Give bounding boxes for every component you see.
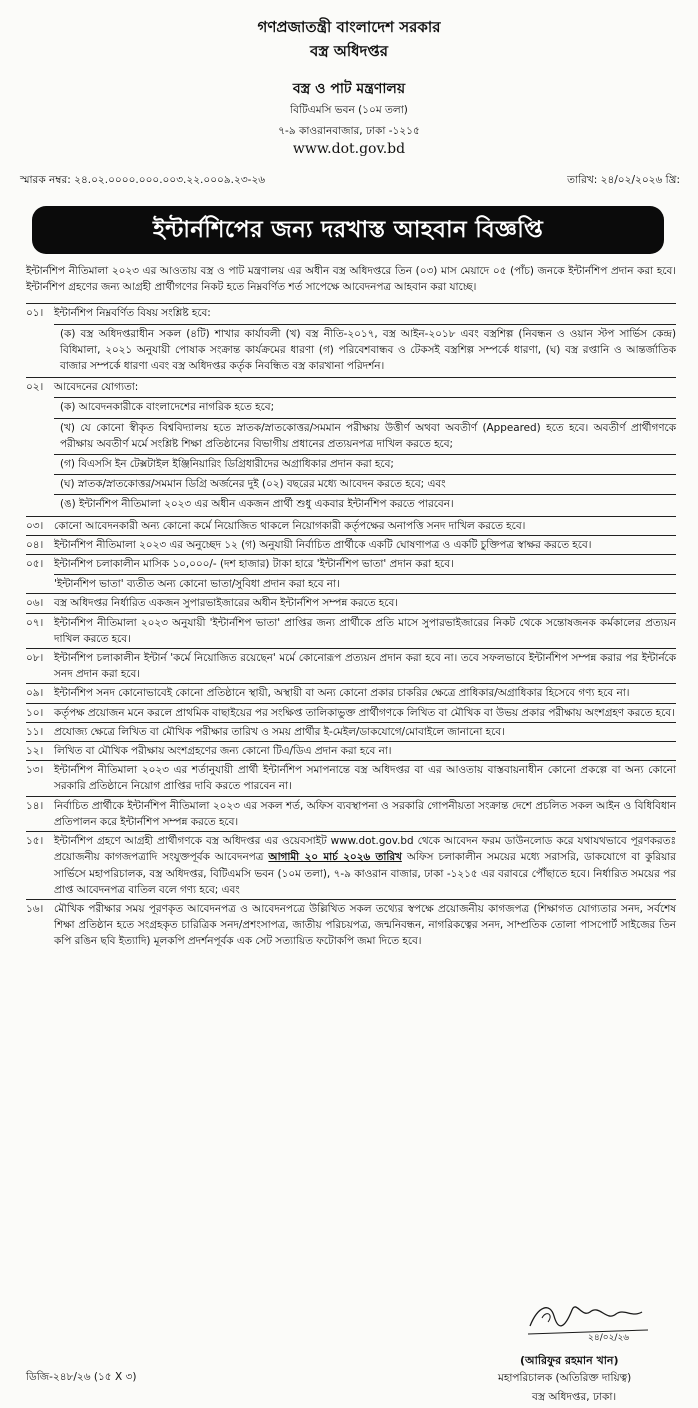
clause-sub-item: (ক) আবেদনকারীকে বাংলাদেশের নাগরিক হতে হবে; bbox=[54, 397, 676, 415]
signature-date: ২৪/০২/২৬ bbox=[588, 1333, 630, 1343]
clause-text: মৌখিক পরীক্ষার সময় পূরণকৃত আবেদনপত্র ও আবেদনপত্রে উল্লিখিত সকল তথ্যের স্বপক্ষে প্রয়োজনীয় কাগজপত্র (শিক্ষাগত যোগ্যতার সনদ, সর্বশেষ শিক্ষা প্রতিষ্ঠান হতে সংগ্রহকৃত চারিত্রিক সনদ/প্রশংসাপত্র, জাতীয় পরিচয়পত্র, জন্মনিবন্ধন, নাগরিকত্বের সনদ, সাম্প্রতিক তোলা পাসপোর্ট সাইজের তিন কপি রঙিন ছবি ইত্যাদি) মূলকপি প্রদর্শনপূর্বক এক সেট সত্যায়িত ফটোকপি জমা দিতে হবে। bbox=[54, 902, 676, 948]
building-name: বিটিএমসি ভবন (১০ম তলা) bbox=[290, 104, 408, 116]
clause-number: ১৫। bbox=[26, 835, 44, 848]
clause-text: ইন্টার্নশিপ নীতিমালা ২০২৩ অনুযায়ী 'ইন্টার্নশিপ ভাতা' প্রাপ্তির জন্য প্রার্থীকে প্রতি মাসে সুপারভাইজারের নিকট থেকে সন্তোষজনক কর্মকালের প্রত্যয়ন দাখিল করতে হবে। bbox=[54, 616, 676, 645]
clause-number: ১৬। bbox=[26, 902, 44, 915]
clause-number: ১০। bbox=[26, 706, 44, 719]
clause-number: ১১। bbox=[26, 725, 44, 738]
signatory-office: বস্ত্র অধিদপ্তর, ঢাকা। bbox=[532, 1391, 617, 1403]
clause-sub-item: (ঙ) ইন্টার্নশিপ নীতিমালা ২০২৩ এর অধীন একজন প্রার্থী শুধু একবার ইন্টার্নশিপ করতে পারবেন। bbox=[54, 494, 676, 512]
clause-text-continued: 'ইন্টার্নশিপ ভাতা' ব্যতীত অন্য কোনো ভাতা/সুবিধা প্রদান করা হবে না। bbox=[54, 574, 676, 592]
clause-text: ইন্টার্নশিপ নিম্নবর্ণিত বিষয় সংশ্লিষ্ট হবে: bbox=[54, 307, 211, 320]
office-address: ৭-৯ কাওরানবাজার, ঢাকা -১২১৫ bbox=[278, 125, 420, 137]
clause-text bbox=[54, 833, 676, 898]
clause-08 bbox=[26, 648, 676, 683]
clause-04 bbox=[26, 535, 676, 554]
clause-text: কর্তৃপক্ষ প্রয়োজন মনে করলে প্রাথমিক বাছাইয়ের পর সংক্ষিপ্ত তালিকাভুক্ত প্রার্থীগণকে লিখিত বা মৌখিক বা উভয় প্রকার পরীক্ষায় অংশগ্রহণ করতে হবে। bbox=[54, 706, 675, 719]
clause-sub-item: (ক) বস্ত্র অধিদপ্তরাধীন সকল (৪টি) শাখার কার্যাবলী (খ) বস্ত্র নীতি-২০১৭, বস্ত্র আইন-২০১৮ এবং বস্ত্রশিল্প (নিবন্ধন ও ওয়ান স্টপ সার্ভিস কেন্দ্র) বিধিমালা, ২০২১ অনুযায়ী পোষাক সংক্রান্ত কার্যক্রমের ধারণা (গ) পরিবেশবান্ধব ও টেকসই বস্ত্রশিল্প সম্পর্কে ধারণা, (ঘ) বস্ত্র রপ্তানি ও আন্তর্জাতিক বাজার সম্পর্কে ধারণা এবং বস্ত্র অধিদপ্তর কর্তৃক নিবন্ধিত বস্ত্র কারখানা পরিদর্শন। bbox=[54, 324, 676, 375]
clause-number: ১২। bbox=[26, 745, 44, 758]
clause-10 bbox=[26, 703, 676, 722]
clause-text-part: অফিস চলাকালীন সময়ের মধ্যে সরাসরি, ডাকযোগে বা কুরিয়ার সার্ভিসে মহাপরিচালক, বস্ত্র অধিদপ্তর, বিটিএমসি ভবন (১০ম তলা), ৭-৯ কাওরান বাজার, ঢাকা -১২১৫ এর বরাবরে পৌঁছাতে হবে। নির্ধারিত সময়ের পর প্রাপ্ত আবেদনপত্র বাতিল বলে গণ্য হবে; এবং bbox=[54, 851, 676, 896]
clause-05 bbox=[26, 554, 676, 593]
clause-11 bbox=[26, 722, 676, 741]
clause-text: আবেদনের যোগ্যতা: bbox=[54, 381, 139, 394]
clause-01 bbox=[26, 303, 676, 377]
clause-text: ইন্টার্নশিপ চলাকালীন মাসিক ১০,০০০/- (দশ হাজার) টাকা হারে 'ইন্টার্নশিপ ভাতা' প্রদান করা হবে। bbox=[54, 558, 454, 571]
notice-title-banner: ইন্টার্নশিপের জন্য দরখাস্ত আহবান বিজ্ঞপ্তি bbox=[32, 206, 664, 254]
clause-sub-item: (ঘ) স্নাতক/স্নাতকোত্তর/সমমান ডিগ্রি অর্জনের দুই (০২) বছরের মধ্যে আবেদন করতে হবে; এবং bbox=[54, 474, 676, 492]
clause-number: ০৯। bbox=[26, 687, 44, 700]
clause-text: প্রযোজ্য ক্ষেত্রে লিখিত বা মৌখিক পরীক্ষার তারিখ ও সময় প্রার্থীর ই-মেইল/ডাকযোগে/মোবাইলে জানানো হবে। bbox=[54, 725, 505, 738]
clause-text: ইন্টার্নশিপ চলাকালীন ইন্টার্ন 'কর্মে নিয়োজিত রয়েছেন' মর্মে কোনোরূপ প্রত্যয়ন প্রদান করা হবে না। তবে সফলভাবে ইন্টার্নশিপ সম্পন্ন করার পর ইন্টার্নকে সনদ প্রদান করা হবে। bbox=[54, 652, 676, 681]
clause-number: ০১। bbox=[26, 307, 44, 320]
clause-16 bbox=[26, 899, 676, 951]
memo-row bbox=[20, 173, 680, 190]
application-deadline: আগামী ২০ মার্চ ২০২৬ তারিখ bbox=[268, 851, 402, 864]
clause-02 bbox=[26, 377, 676, 515]
clause-number: ১৪। bbox=[26, 799, 44, 812]
clause-09 bbox=[26, 683, 676, 702]
signatory-designation: মহাপরিচালক (অতিরিক্ত দায়িত্ব) bbox=[498, 1372, 632, 1384]
clause-text-part: ইন্টার্নশিপ গ্রহণে আগ্রহী প্রার্থীগণকে বস্ত্র অধিদপ্তর এর ওয়েবসাইট www.dot.gov.bd থেকে আবেদন ফরম ডাউনলোড করে যথাযথভাবে পূরণকরতঃ প্রয়োজনীয় কাগজপত্রাদি সংযুক্তপূর্বক আবেদনপত্র bbox=[54, 835, 676, 864]
notice-body bbox=[26, 263, 676, 951]
clause-text: নির্বাচিত প্রার্থীকে ইন্টার্নশিপ নীতিমালা ২০২৩ এর সকল শর্ত, অফিস ব্যবস্থাপনা ও সরকারি গোপনীয়তা সংক্রান্ত দেশে প্রচলিত সকল আইন ও বিধিবিধান প্রতিপালন করে ইন্টার্নশিপ সম্পন্ন করতে হবে। bbox=[54, 799, 676, 828]
memo-number: স্মারক নম্বর: ২৪.০২.০০০০.০০০.০০৩.২২.০০০৯.২৩-২৬ bbox=[20, 174, 266, 186]
clause-sub-item: (গ) বিএসসি ইন টেক্সটাইল ইঞ্জিনিয়ারিং ডিগ্রিধারীদের অগ্রাধিকার প্রদান করা হবে; bbox=[54, 454, 676, 472]
intro-paragraph: ইন্টার্নশিপ নীতিমালা ২০২৩ এর আওতায় বস্ত্র ও পাট মন্ত্রণালয় এর অধীন বস্ত্র অধিদপ্তরে তিন (০৩) মাস মেয়াদে ০৫ (পাঁচ) জনকে ইন্টার্নশিপ প্রদান করা হবে। ইন্টার্নশিপ গ্রহণের জন্য আগ্রহী প্রার্থীগণের নিকট হতে নিম্নবর্ণিত শর্ত সাপেক্ষে আবেদনপত্র আহবান করা যাচ্ছে। bbox=[26, 265, 676, 294]
clause-text: ইন্টার্নশিপ নীতিমালা ২০২৩ এর অনুচ্ছেদ ১২ (গ) অনুযায়ী নির্বাচিত প্রার্থীকে একটি ঘোষণাপত্র ও একটি চুক্তিপত্র স্বাক্ষর করতে হবে। bbox=[54, 538, 592, 551]
clause-text: ইন্টার্নশিপ নীতিমালা ২০২৩ এর শর্তানুযায়ী প্রার্থী ইন্টার্নশিপ সমাপনান্তে বস্ত্র অধিদপ্তর বা এর আওতায় বাস্তবায়নাধীন কোনো প্রকল্পে বা অন্য কোনো সরকারি প্রতিষ্ঠানে নিয়োগ প্রাপ্তির দাবি করতে পারবেন না। bbox=[54, 764, 676, 793]
clause-number: ১৩। bbox=[26, 764, 44, 777]
clause-text: লিখিত বা মৌখিক পরীক্ষায় অংশগ্রহণের জন্য কোনো টিএ/ডিএ প্রদান করা হবে না। bbox=[54, 745, 392, 758]
reference-code: ডিজি-২৪৮/২৬ (১৫ X ৩) bbox=[26, 1371, 137, 1383]
clause-13 bbox=[26, 760, 676, 795]
clause-number: ০২। bbox=[26, 381, 44, 394]
ministry-name: বস্ত্র ও পাট মন্ত্রণালয় bbox=[292, 81, 406, 97]
clause-number: ০৭। bbox=[26, 616, 44, 629]
clause-number: ০৫। bbox=[26, 558, 44, 571]
clause-14 bbox=[26, 796, 676, 831]
clause-number: ০৬। bbox=[26, 597, 44, 610]
clause-03 bbox=[26, 516, 676, 535]
clause-text: ইন্টার্নশিপ সনদ কোনোভাবেই কোনো প্রতিষ্ঠানে স্থায়ী, অস্থায়ী বা অন্য কোনো প্রকার চাকরির ক্ষেত্রে প্রাধিকার/অগ্রাধিকার হিসেবে গণ্য হবে না। bbox=[54, 687, 630, 700]
clause-12 bbox=[26, 741, 676, 760]
clause-15 bbox=[26, 831, 676, 899]
clause-sub-item: (খ) যে কোনো স্বীকৃত বিশ্ববিদ্যালয় হতে স্নাতক/স্নাতকোত্তর/সমমান পরীক্ষায় উত্তীর্ণ অথবা অবতীর্ণ (Appeared) হতে হবে। অবতীর্ণ প্রার্থীগণকে পরীক্ষায় অবতীর্ণ মর্মে সংশ্লিষ্ট শিক্ষা প্রতিষ্ঠানের বিভাগীয় প্রধানের প্রত্যয়নপত্র দাখিল করতে হবে; bbox=[54, 418, 676, 452]
department-name: বস্ত্র অধিদপ্তর bbox=[309, 42, 389, 60]
government-name: গণপ্রজাতন্ত্রী বাংলাদেশ সরকার bbox=[257, 18, 441, 36]
clause-text: কোনো আবেদনকারী অন্য কোনো কর্মে নিয়োজিত থাকলে নিয়োগকারী কর্তৃপক্ষের অনাপত্তি সনদ দাখিল করতে হবে। bbox=[54, 519, 526, 532]
memo-date: তারিখ: ২৪/০২/২০২৬ খ্রি: bbox=[567, 174, 680, 186]
clause-number: ০৩। bbox=[26, 519, 44, 532]
clause-text: বস্ত্র অধিদপ্তর নির্ধারিত একজন সুপারভাইজারের অধীন ইন্টার্নশিপ সম্পন্ন করতে হবে। bbox=[54, 597, 398, 610]
clause-number: ০৮। bbox=[26, 652, 44, 665]
clause-number: ০৪। bbox=[26, 538, 44, 551]
signatory-name: (আরিফুর রহমান খান) bbox=[520, 1354, 619, 1367]
clause-06 bbox=[26, 593, 676, 612]
clause-07 bbox=[26, 613, 676, 648]
website-url: www.dot.gov.bd bbox=[292, 141, 406, 157]
